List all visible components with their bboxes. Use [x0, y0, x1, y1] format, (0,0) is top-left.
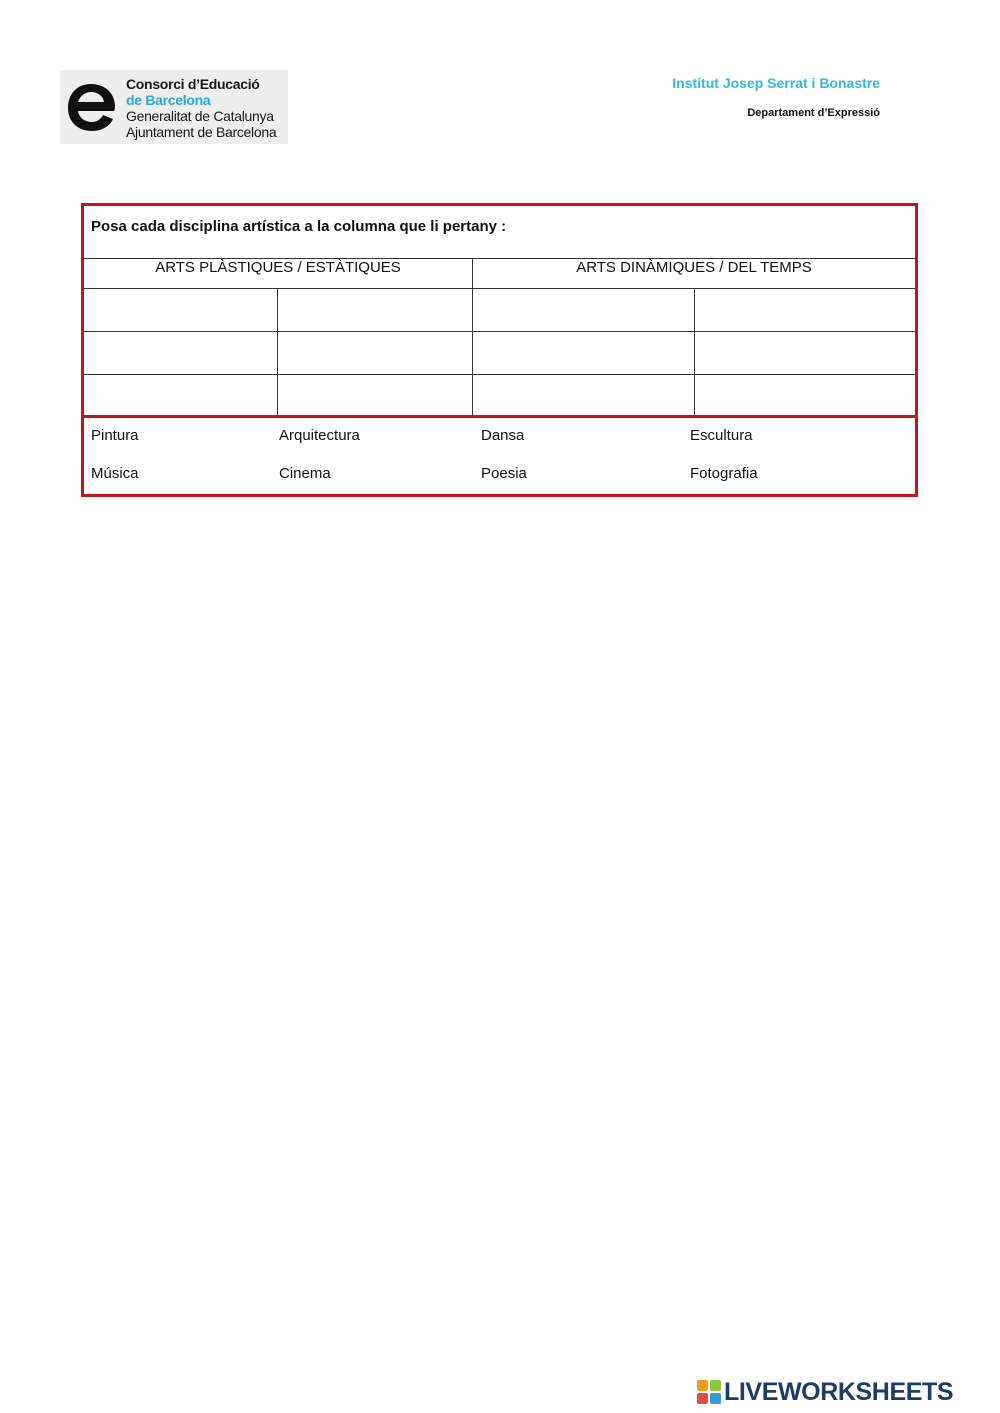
word-bank-item[interactable]: Música — [91, 465, 139, 482]
answer-cell[interactable] — [86, 377, 274, 415]
word-bank-item[interactable]: Pintura — [91, 427, 139, 444]
answer-cell[interactable] — [476, 291, 691, 329]
word-bank-divider — [84, 415, 915, 418]
liveworksheets-wordmark: LIVEWORKSHEETS — [724, 1378, 954, 1406]
answer-cell[interactable] — [698, 377, 913, 415]
answer-cell[interactable] — [281, 377, 469, 415]
column-divider-right — [694, 288, 695, 415]
answer-cell[interactable] — [281, 291, 469, 329]
column-header-rule — [84, 288, 915, 289]
liveworksheets-logo-icon — [697, 1380, 721, 1404]
word-bank-item[interactable]: Arquitectura — [279, 427, 360, 444]
institute-name: Institut Josep Serrat i Bonastre — [672, 75, 880, 91]
answer-cell[interactable] — [698, 291, 913, 329]
word-bank-item[interactable]: Poesia — [481, 465, 527, 482]
column-divider-left — [277, 288, 278, 415]
answer-cell[interactable] — [476, 334, 691, 372]
column-heading-static-arts: ARTS PLÀSTIQUES / ESTÀTIQUES — [155, 259, 401, 276]
row-rule-2 — [84, 374, 915, 375]
word-bank-item[interactable]: Escultura — [690, 427, 753, 444]
logo-line-ajuntament: Ajuntament de Barcelona — [126, 124, 277, 140]
e-logo-icon — [66, 78, 116, 136]
logo-line-consorci: Consorci d’Educació — [126, 76, 260, 92]
worksheet-box — [81, 203, 918, 497]
row-rule-1 — [84, 331, 915, 332]
answer-cell[interactable] — [698, 334, 913, 372]
word-bank-item[interactable]: Fotografia — [690, 465, 758, 482]
word-bank-item[interactable]: Cinema — [279, 465, 331, 482]
answer-cell[interactable] — [476, 377, 691, 415]
word-bank-item[interactable]: Dansa — [481, 427, 525, 444]
instruction-text: Posa cada disciplina artística a la columna que li pertany : — [91, 218, 507, 235]
answer-cell[interactable] — [281, 334, 469, 372]
column-heading-dynamic-arts: ARTS DINÀMIQUES / DEL TEMPS — [576, 259, 812, 276]
logo-line-barcelona: de Barcelona — [126, 92, 211, 108]
answer-cell[interactable] — [86, 291, 274, 329]
department-name: Departament d’Expressió — [747, 107, 880, 119]
logo-text — [126, 76, 286, 140]
logo-line-generalitat: Generalitat de Catalunya — [126, 108, 274, 124]
answer-cell[interactable] — [86, 334, 274, 372]
consorci-logo — [60, 70, 288, 144]
